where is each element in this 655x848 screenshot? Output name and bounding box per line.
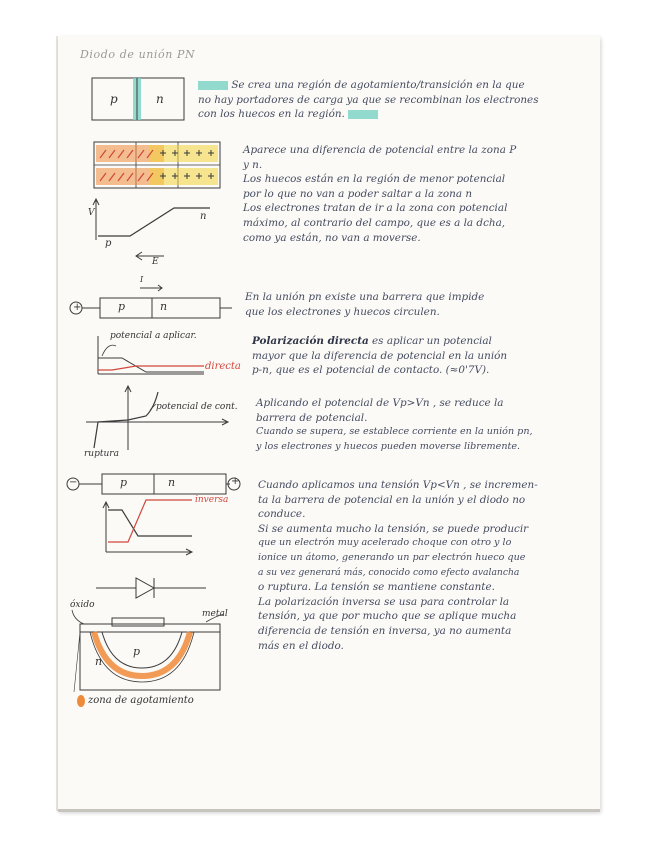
line: no hay portadores de carga ya que se recombinan los electrones [198, 93, 539, 106]
line: ionice un átomo, generando un par electrón hueco que [258, 551, 526, 563]
paragraph-forward-current [256, 396, 533, 454]
plus-terminal-label: + [73, 302, 82, 313]
p-curve-label: p [105, 238, 112, 249]
n-curve-label: n [200, 211, 207, 222]
sheet-bottom-edge [58, 809, 600, 812]
inverse-curve-diagram [92, 496, 202, 560]
iv-curve-diagram [80, 386, 230, 456]
line: Los electrones tratan de ir a la zona con potencial [243, 202, 508, 215]
inversa-label: inversa [195, 495, 229, 505]
n-reverse-label: n [168, 476, 176, 489]
paragraph-direct-polarization [252, 334, 507, 378]
biased-diode-diagram [62, 276, 242, 320]
oxido-label: óxido [70, 600, 95, 610]
paragraph-barrier [245, 290, 484, 319]
line: conduce. [258, 508, 306, 521]
line: a su vez generará más, conocido como efecto avalancha [258, 566, 520, 578]
line: que los electrones y huecos circulen. [245, 305, 440, 318]
line: Aparece una diferencia de potencial entre la zona P [243, 144, 517, 156]
line: diferencia de tensión en inversa, ya no aumenta [258, 624, 512, 637]
line: En la unión pn existe una barrera que impide [245, 291, 485, 303]
line: ta la barrera de potencial en la unión y el diodo no [258, 493, 526, 506]
diode-symbol [96, 576, 216, 600]
line: La polarización inversa se usa para controlar la [258, 595, 510, 608]
line: y los electrones y huecos pueden moverse libremente. [256, 440, 521, 452]
zona-agotamiento-label: zona de agotamiento [88, 695, 194, 706]
line: p-n, que es el potencial de contacto. (≈0'7V). [252, 364, 490, 377]
potencial-contacto-label: potencial de cont. [156, 402, 238, 412]
line: mayor que la diferencia de potencial en la unión [252, 349, 508, 362]
pn-junction-diagram [92, 78, 192, 122]
line: Si se aumenta mucho la tensión, se puede producir [258, 522, 529, 535]
directa-label: directa [205, 361, 241, 372]
p-block-label: p [118, 300, 126, 313]
line: Aplicando el potencial de Vp>Vn , se reduce la [256, 397, 504, 409]
paragraph-reverse-polarization [258, 478, 538, 653]
line: por lo que no van a poder saltar a la zona n [243, 187, 473, 200]
line: que un electrón muy acelerado choque con otro y lo [258, 537, 512, 549]
p-label: p [110, 92, 118, 106]
n-label: n [156, 92, 164, 106]
line: barrera de potencial. [256, 411, 368, 424]
e-field-label: E [152, 257, 159, 267]
metal-label: metal [202, 609, 228, 619]
p-reverse-label: p [120, 476, 128, 489]
page-title: Diodo de unión PN [80, 48, 196, 61]
line: Se crea una región de agotamiento/transición en la que [231, 79, 525, 91]
charges-grid-diagram [94, 142, 224, 190]
line: tensión, ya que por mucho que se aplique mucha [258, 610, 517, 623]
potencial-aplicar-label: potencial a aplicar. [110, 331, 197, 341]
p-region-label: p [133, 645, 141, 658]
orange-dot-icon [76, 694, 86, 708]
line: más en el diodo. [258, 639, 344, 652]
n-region-label: n [95, 655, 103, 668]
line: con los huecos en la región. [198, 108, 345, 121]
current-label: I [140, 275, 144, 284]
paragraph-depletion [198, 78, 539, 122]
line: es aplicar un potencial [368, 335, 492, 347]
highlight-mark [198, 81, 228, 90]
v-axis-label: V [88, 208, 95, 218]
line: Cuando se supera, se establece corriente en la unión pn, [256, 426, 533, 438]
line: o ruptura. La tensión se mantiene constante. [258, 581, 495, 594]
line: y n. [243, 158, 263, 171]
paragraph-potential-difference [243, 143, 516, 245]
highlight-mark [348, 110, 378, 119]
bold-term: Polarización directa [252, 335, 369, 347]
plus-reverse-label: + [231, 476, 240, 487]
line: como ya están, no van a moverse. [243, 231, 421, 244]
line: máximo, al contrario del campo, que es a la dcha, [243, 216, 506, 229]
line: Cuando aplicamos una tensión Vp<Vn , se incremen- [258, 479, 538, 491]
n-block-label: n [160, 300, 168, 313]
ruptura-label: ruptura [84, 449, 119, 459]
minus-terminal-label: − [69, 477, 78, 488]
line: Los huecos están en la región de menor potencial [243, 173, 506, 186]
